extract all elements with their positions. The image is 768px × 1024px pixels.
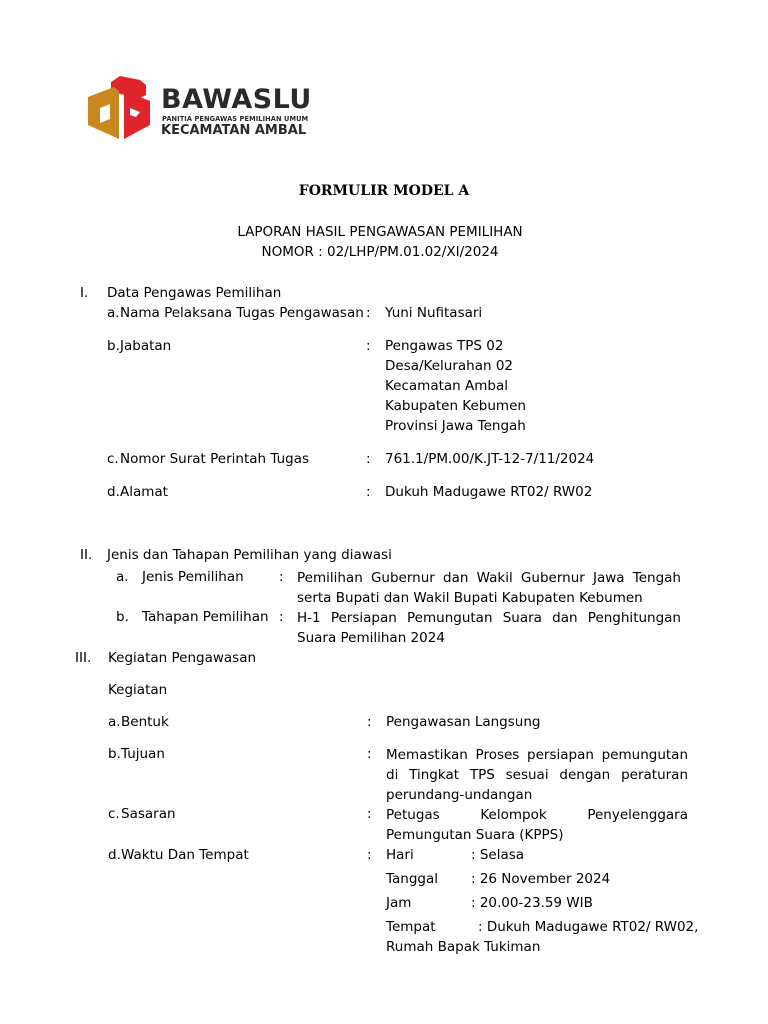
s1-item-b-value-line: Desa/Kelurahan 02: [385, 358, 514, 374]
s3-item-c-colon: :: [367, 806, 372, 822]
logo-kecamatan: KECAMATAN AMBAL: [161, 123, 307, 138]
tanggal-label: Tanggal: [386, 871, 439, 887]
tempat-label: Tempat: [386, 919, 436, 935]
s1-item-c-colon: :: [366, 451, 371, 467]
form-title: FORMULIR MODEL A: [298, 183, 470, 199]
s2-item-b-label: Tahapan Pemilihan: [142, 609, 269, 625]
s3-item-b-key: b.: [108, 746, 121, 762]
s1-item-b-colon: :: [366, 338, 371, 354]
s3-item-c-value: Petugas Kelompok Penyelenggara Pemungutan Suara (KPPS): [386, 807, 688, 843]
section3-title: Kegiatan Pengawasan: [108, 650, 257, 666]
s3-item-a-colon: :: [367, 714, 372, 730]
s2-item-b-colon: :: [279, 609, 284, 625]
bawaslu-emblem-icon: [86, 75, 156, 143]
tanggal-value: : 26 November 2024: [471, 871, 611, 887]
hari-label: Hari: [386, 847, 414, 863]
s2-item-a-value: Pemilihan Gubernur dan Wakil Gubernur Jawa Tengah serta Bupati dan Wakil Bupati Kabupaten Kebumen: [297, 570, 681, 606]
section2-title: Jenis dan Tahapan Pemilihan yang diawasi: [107, 547, 392, 563]
s2-item-b-value: H-1 Persiapan Pemungutan Suara dan Penghitungan Suara Pemilihan 2024: [297, 610, 681, 646]
s3-item-d-label: Waktu Dan Tempat: [121, 847, 249, 863]
s1-item-c-label: Nomor Surat Perintah Tugas: [120, 451, 310, 467]
s3-item-b-value: Memastikan Proses persiapan pemungutan di Tingkat TPS sesuai dengan peraturan perundang-undangan: [386, 747, 688, 803]
s1-item-c-value: 761.1/PM.00/K.JT-12-7/11/2024: [385, 451, 595, 467]
s3-item-d-colon: :: [367, 847, 372, 863]
s1-item-b-label: Jabatan: [120, 338, 172, 354]
section3-subheading: Kegiatan: [108, 682, 168, 698]
s2-item-b-key: b.: [116, 609, 129, 625]
section1-numeral: I.: [80, 285, 89, 301]
s1-item-d-colon: :: [366, 484, 371, 500]
tempat-value: : Dukuh Madugawe RT02/ RW02,: [478, 919, 699, 935]
section3-numeral: III.: [75, 650, 92, 666]
s1-item-b-value-line: Kecamatan Ambal: [385, 378, 508, 394]
s3-item-c-key: c.: [108, 806, 120, 822]
s3-item-b-label: Tujuan: [121, 746, 165, 762]
s3-item-b-colon: :: [367, 746, 372, 762]
s1-item-a-value: Yuni Nufitasari: [385, 305, 483, 321]
tempat-value-line2: Rumah Bapak Tukiman: [386, 939, 541, 955]
s3-item-a-value: Pengawasan Langsung: [386, 714, 541, 730]
report-title: LAPORAN HASIL PENGAWASAN PEMILIHAN: [237, 224, 523, 240]
s1-item-c-key: c.: [107, 451, 119, 467]
report-number: NOMOR : 02/LHP/PM.01.02/XI/2024: [261, 244, 499, 260]
bawaslu-logo: [86, 75, 318, 143]
s3-item-a-key: a.: [108, 714, 121, 730]
s3-item-d-key: d.: [108, 847, 121, 863]
logo-brand-text: BAWASLU: [161, 84, 312, 115]
jam-value: : 20.00-23.59 WIB: [471, 895, 593, 911]
hari-value: : Selasa: [471, 847, 525, 863]
s1-item-d-key: d.: [107, 484, 120, 500]
s1-item-d-label: Alamat: [120, 484, 168, 500]
s2-item-a-colon: :: [279, 569, 284, 585]
s1-item-a-colon: :: [366, 305, 371, 321]
s1-item-a-key: a.: [107, 305, 120, 321]
s1-item-b-value-line: Provinsi Jawa Tengah: [385, 418, 526, 434]
s2-item-a-key: a.: [116, 569, 129, 585]
s1-item-b-value-line: Kabupaten Kebumen: [385, 398, 526, 414]
s3-item-a-label: Bentuk: [121, 714, 169, 730]
s1-item-a-label: Nama Pelaksana Tugas Pengawasan: [120, 305, 364, 321]
s1-item-b-key: b.: [107, 338, 120, 354]
section1-title: Data Pengawas Pemilihan: [107, 285, 282, 301]
s1-item-b-value-line: Pengawas TPS 02: [385, 338, 504, 354]
section2-numeral: II.: [80, 547, 93, 563]
logo-subtitle: PANITIA PENGAWAS PEMILIHAN UMUM: [162, 115, 309, 123]
s2-item-a-label: Jenis Pemilihan: [142, 569, 244, 585]
jam-label: Jam: [386, 895, 412, 911]
s3-item-c-label: Sasaran: [121, 806, 176, 822]
s1-item-d-value: Dukuh Madugawe RT02/ RW02: [385, 484, 593, 500]
